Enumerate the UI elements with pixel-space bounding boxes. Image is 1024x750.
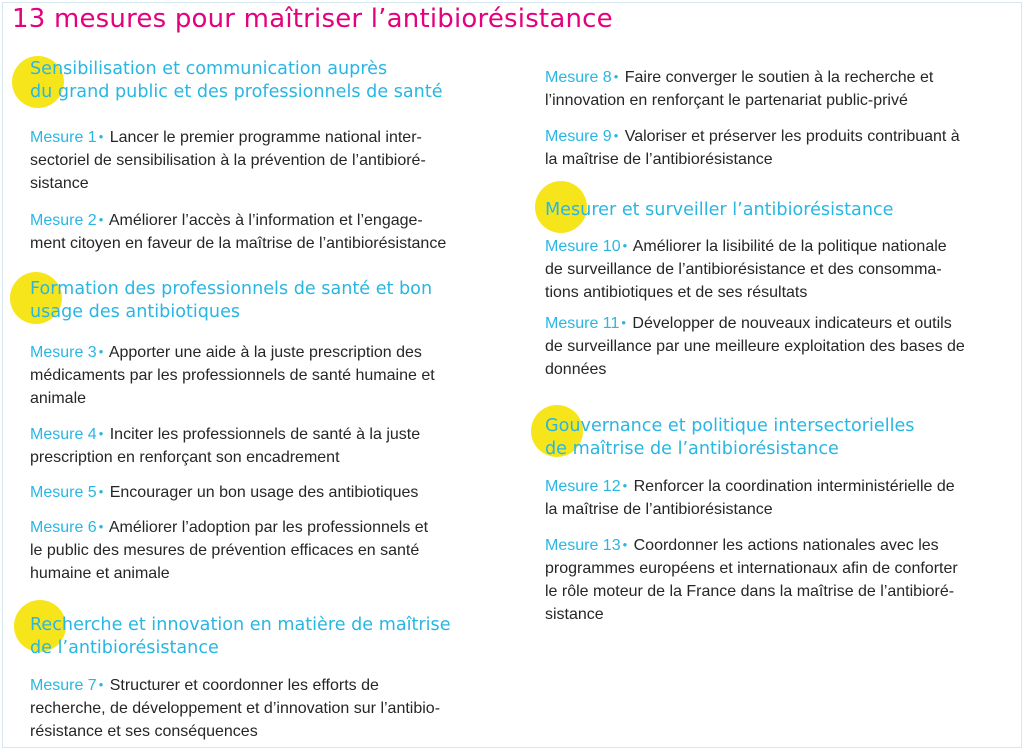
bullet-icon: • [98,344,104,359]
measure-label: Mesure 6 [30,519,97,536]
measure-label: Mesure 2 [30,212,97,229]
measure-label: Mesure 11 [545,315,620,332]
measure-label: Mesure 9 [545,128,612,145]
measure-label: Mesure 5 [30,484,97,501]
section-surveillance [545,199,1013,222]
section-recherche [30,614,498,660]
measure-item: Mesure 8 • Faire converger le soutien à la recherche et l’innovation en renforçant le partenariat public-privé [545,69,934,109]
measure-item: Mesure 3 • Apporter une aide à la juste prescription des médicaments par les professionnels de santé humaine et animale [30,344,435,407]
measure-label: Mesure 1 [30,129,97,146]
measure-item: Mesure 1 • Lancer le premier programme national inter- sectoriel de sensibilisation à la prévention de l’antibioré- sistance [30,129,426,192]
section-formation [30,278,498,324]
bullet-icon: • [622,478,628,493]
measure-label: Mesure 13 [545,537,621,554]
bullet-icon: • [98,484,104,499]
bullet-icon: • [622,238,628,253]
bullet-icon: • [98,129,104,144]
page-title: 13 mesures pour maîtriser l’antibiorésistance [12,4,613,34]
measure-item: Mesure 12 • Renforcer la coordination interministérielle de la maîtrise de l’antibiorésistance [545,478,955,518]
measure-item: Mesure 2 • Améliorer l’accès à l’information et l’engage- ment citoyen en faveur de la maîtrise de l’antibiorésistance [30,212,447,252]
measure-item: Mesure 7 • Structurer et coordonner les efforts de recherche, de développement et d’innovation sur l’antibio- résistance et ses conséquences [30,677,441,740]
bullet-icon: • [621,315,626,330]
measure-item: Mesure 11 • Développer de nouveaux indicateurs et outils de surveillance par une meilleure exploitation des bases de données [545,315,965,378]
measure-label: Mesure 3 [30,344,97,361]
bullet-icon: • [98,519,104,534]
section-heading: Gouvernance et politique intersectorielles de maîtrise de l’antibiorésistance [545,416,915,459]
section-heading: Mesurer et surveiller l’antibiorésistance [545,200,894,220]
section-heading: Recherche et innovation en matière de maîtrise de l’antibiorésistance [30,615,451,658]
section-sensibilisation [30,58,498,104]
measure-label: Mesure 4 [30,426,97,443]
bullet-icon: • [98,212,104,227]
section-heading: Sensibilisation et communication auprès du grand public et des professionnels de santé [30,59,443,102]
bullet-icon: • [98,426,104,441]
measure-label: Mesure 12 [545,478,621,495]
bullet-icon: • [613,128,619,143]
measure-label: Mesure 7 [30,677,97,694]
measure-label: Mesure 8 [545,69,612,86]
measure-item: Mesure 10 • Améliorer la lisibilité de la politique nationale de surveillance de l’antibiorésistance et des consomma- tions antibiotiques et de ses résultats [545,238,947,301]
measure-item: Mesure 4 • Inciter les professionnels de santé à la juste prescription en renforçant son encadrement [30,426,421,466]
section-gouvernance [545,415,1013,461]
bullet-icon: • [622,537,628,552]
bullet-icon: • [613,69,619,84]
measure-item: Mesure 13 • Coordonner les actions nationales avec les programmes européens et internationaux afin de conforter le rôle moteur de la France dans la maîtrise de l’antibioré- sistance [545,537,958,623]
measure-label: Mesure 10 [545,238,621,255]
measure-item: Mesure 9 • Valoriser et préserver les produits contribuant à la maîtrise de l’antibiorésistance [545,128,960,168]
measure-item: Mesure 6 • Améliorer l’adoption par les professionnels et le public des mesures de prévention efficaces en santé humaine et animale [30,519,429,582]
section-heading: Formation des professionnels de santé et bon usage des antibiotiques [30,279,433,322]
bullet-icon: • [98,677,104,692]
measure-item: Mesure 5 • Encourager un bon usage des antibiotiques [30,484,419,501]
